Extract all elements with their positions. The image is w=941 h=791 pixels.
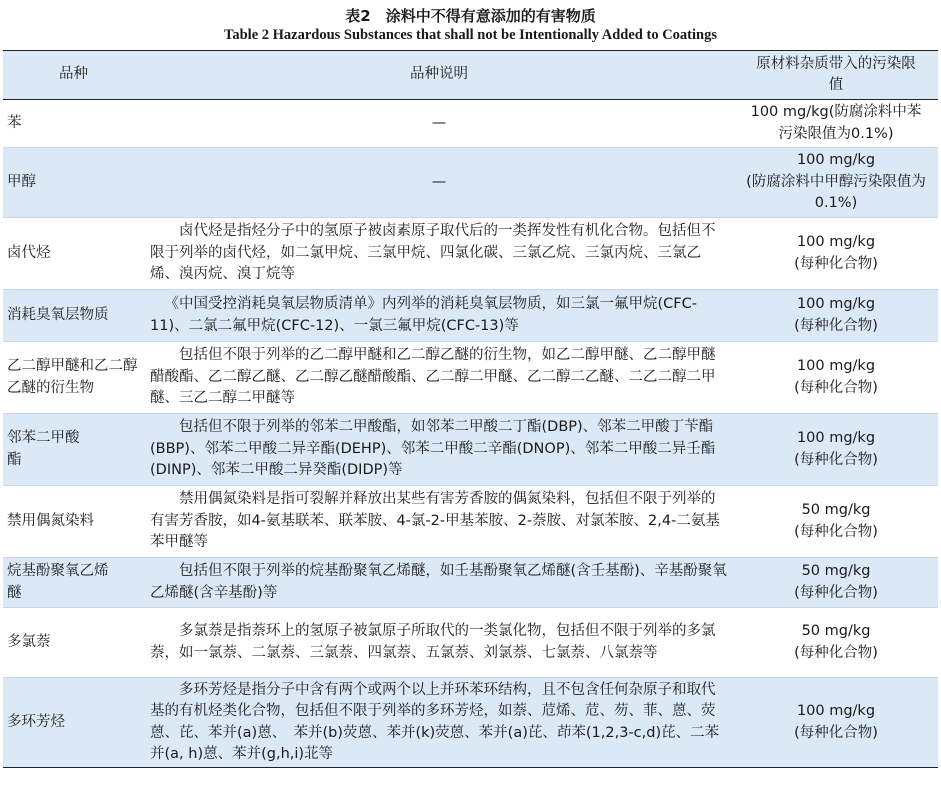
table-title-chinese: 表2 涂料中不得有意添加的有害物质: [345, 7, 596, 25]
header-limit: 原材料杂质带入的污染限值: [756, 55, 916, 93]
row-name: 消耗臭氧层物质: [7, 306, 109, 323]
table-header-row: [3, 51, 938, 100]
row-description: —: [431, 114, 447, 131]
table-row: [3, 486, 938, 558]
row-description: 多氯萘是指萘环上的氢原子被氯原子所取代的一类氯化物，包括但不限于列举的多氯萘，如一氯萘、二氯萘、三氯萘、四氯萘、五氯萘、刘氯萘、七氯萘、八氯萘等: [150, 623, 716, 661]
row-limit: 100 mg/kg (每种化合物): [794, 430, 878, 468]
row-description: 包括但不限于列举的邻苯二甲酸酯，如邻苯二甲酸二丁酯(DBP)、邻苯二甲酸丁苄酯(BBP)、邻苯二甲酸二异辛酯(DEHP)、邻苯二甲酸二辛酯(DNOP)、邻苯二甲酸二异壬酯(DINP)、邻苯二甲酸二异癸酯(DIDP)等: [150, 419, 716, 479]
row-description: —: [431, 173, 447, 190]
table-row: [3, 678, 938, 768]
table-row: [3, 608, 938, 678]
row-name: 多氯萘: [7, 633, 51, 650]
row-limit: 50 mg/kg (每种化合物): [794, 502, 878, 540]
table-row: [3, 558, 938, 608]
header-variety: 品种: [59, 66, 88, 83]
row-limit: 50 mg/kg (每种化合物): [794, 623, 878, 661]
row-name: 卤代烃: [7, 244, 51, 261]
row-limit: 100 mg/kg (每种化合物): [794, 234, 878, 272]
row-description: 包括但不限于列举的烷基酚聚氧乙烯醚，如壬基酚聚氧乙烯醚(含壬基酚)、辛基酚聚氧乙烯醚(含辛基酚)等: [150, 563, 727, 601]
row-description: 《中国受控消耗臭氧层物质清单》内列举的消耗臭氧层物质，如三氯一氟甲烷(CFC-11)、二氯二氟甲烷(CFC-12)、一氯三氟甲烷(CFC-13)等: [150, 296, 697, 334]
row-name: 苯: [7, 114, 22, 131]
header-description: 品种说明: [410, 66, 468, 83]
row-limit: 100 mg/kg (每种化合物): [794, 703, 878, 741]
row-name: 烷基酚聚氧乙烯醚: [7, 563, 109, 601]
table-row: [3, 342, 938, 414]
row-name: 甲醇: [7, 173, 36, 190]
row-limit: 100 mg/kg(防腐涂料中苯污染限值为0.1%): [750, 104, 922, 142]
table-title-english: Table 2 Hazardous Substances that shall not be Intentionally Added to Coatings: [224, 27, 717, 43]
table-row: [3, 414, 938, 486]
hazardous-substances-table: [3, 50, 938, 768]
table-row: [3, 218, 938, 290]
row-limit: 50 mg/kg (每种化合物): [794, 563, 878, 601]
row-limit: 100 mg/kg (每种化合物): [794, 358, 878, 396]
row-description: 多环芳烃是指分子中含有两个或两个以上并环苯环结构，且不包含任何杂原子和取代基的有机烃类化合物，包括但不限于列举的多环芳烃，如萘、苊烯、苊、芴、菲、蒽、荧蒽、芘、苯并(a)蒽、 苯并(b)荧蒽、苯并(k)荧蒽、苯并(a)芘、茚苯(1,2,3-c,d)芘、二苯并(a, h)蒽、苯并(g,h,i)苝等: [150, 681, 720, 762]
row-description: 禁用偶氮染料是指可裂解并释放出某些有害芳香胺的偶氮染料，包括但不限于列举的有害芳香胺，如4-氨基联苯、联苯胺、4-氯-2-甲基苯胺、2-萘胺、对氯苯胺、2,4-二氨基苯甲醚等: [150, 491, 720, 551]
table-row: [3, 100, 938, 148]
row-description: 卤代烃是指烃分子中的氢原子被卤素原子取代后的一类挥发性有机化合物。包括但不限于列举的卤代烃，如二氯甲烷、三氯甲烷、四氯化碳、三氯乙烷、三氯丙烷、三氯乙烯、溴丙烷、溴丁烷等: [150, 223, 716, 283]
row-description: 包括但不限于列举的乙二醇甲醚和乙二醇乙醚的衍生物，如乙二醇甲醚、乙二醇甲醚醋酸酯、乙二醇乙醚、乙二醇乙醚醋酸酯、乙二醇二甲醚、乙二醇二乙醚、二乙二醇二甲醚、三乙二醇二甲醚等: [150, 347, 716, 407]
row-limit: 100 mg/kg (防腐涂料中甲醇污染限值为0.1%): [746, 152, 926, 212]
row-name: 邻苯二甲酸酯: [7, 430, 80, 468]
row-name: 乙二醇甲醚和乙二醇乙醚的衍生物: [7, 358, 138, 396]
row-limit: 100 mg/kg (每种化合物): [794, 296, 878, 334]
table-row: [3, 290, 938, 342]
table-caption: [0, 0, 941, 50]
table-row: [3, 148, 938, 218]
row-name: 禁用偶氮染料: [7, 512, 94, 529]
row-name: 多环芳烃: [7, 713, 65, 730]
